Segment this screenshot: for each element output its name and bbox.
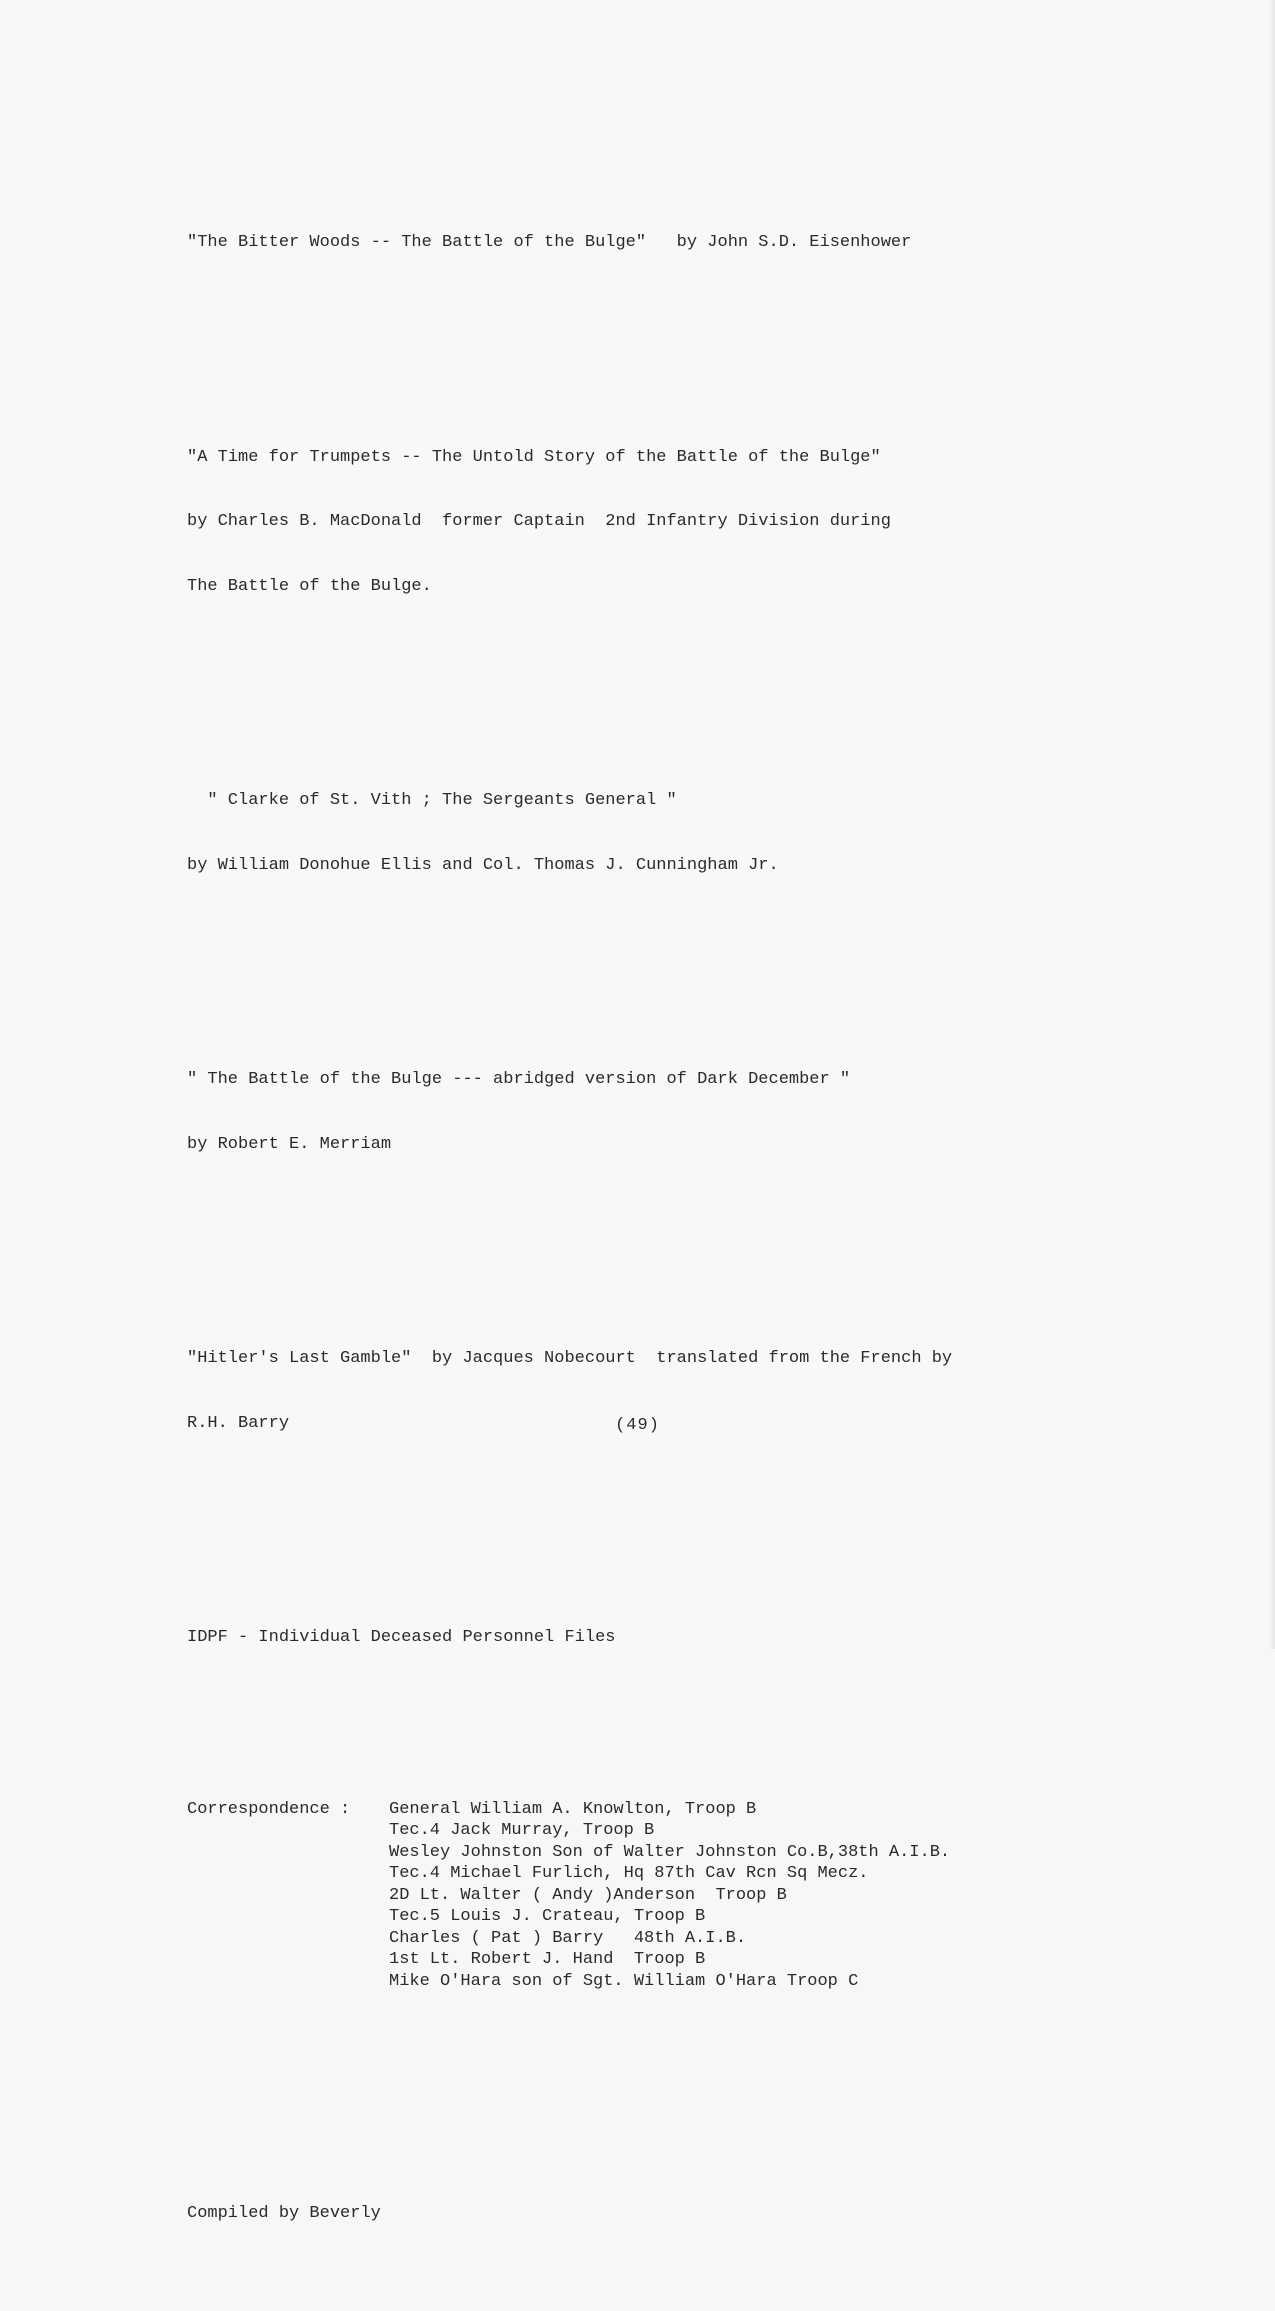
text-line: "Hitler's Last Gamble" by Jacques Nobecourt translated from the French by	[187, 1349, 953, 1368]
bibliography-entry-3	[187, 747, 1087, 919]
correspondence-item: General William A. Knowlton, Troop B	[389, 1799, 757, 1819]
bibliography-entry-2	[187, 404, 1087, 641]
correspondence-item: Tec.4 Michael Furlich, Hq 87th Cav Rcn Sq Mecz.	[389, 1864, 869, 1883]
text-line: The Battle of the Bulge.	[187, 576, 432, 596]
text-line: by Robert E. Merriam	[187, 1134, 392, 1154]
correspondence-item: Tec.5 Louis J. Crateau, Troop B	[389, 1907, 706, 1926]
correspondence-item: Tec.4 Jack Murray, Troop B	[389, 1821, 655, 1840]
text-line: " The Battle of the Bulge --- abridged version of Dark December "	[187, 1070, 851, 1089]
bibliography-entry-5	[187, 1305, 1087, 1477]
correspondence-list	[389, 1799, 950, 1993]
text-line: R.H. Barry	[187, 1413, 290, 1433]
bibliography-entry-4	[187, 1026, 1087, 1198]
correspondence-item: 1st Lt. Robert J. Hand Troop B	[389, 1950, 706, 1969]
compiled-by-text: Compiled by Beverly	[187, 2204, 381, 2223]
compiled-by	[187, 2160, 1087, 2268]
text-line: "The Bitter Woods -- The Battle of the Bulge" by John S.D. Eisenhower	[187, 233, 912, 252]
correspondence-item: Wesley Johnston Son of Walter Johnston Co.B,38th A.I.B.	[389, 1842, 951, 1862]
bibliography-entry-1	[187, 189, 1087, 297]
correspondence-section	[187, 1799, 1087, 1993]
text-line: "A Time for Trumpets -- The Untold Story of the Battle of the Bulge"	[187, 447, 881, 467]
text-line: " Clarke of St. Vith ; The Sergeants General "	[187, 791, 677, 810]
text-line: by William Donohue Ellis and Col. Thomas J. Cunningham Jr.	[187, 855, 779, 875]
page-number: (49)	[615, 1416, 660, 1435]
correspondence-item: Charles ( Pat ) Barry 48th A.I.B.	[389, 1928, 747, 1948]
correspondence-item: 2D Lt. Walter ( Andy )Anderson Troop B	[389, 1885, 787, 1905]
text-line: IDPF - Individual Deceased Personnel Files	[187, 1628, 616, 1647]
bibliography-entry-6	[187, 1584, 1087, 1692]
document-body	[187, 146, 1087, 2311]
text-line: by Charles B. MacDonald former Captain 2nd Infantry Division during	[187, 512, 891, 531]
correspondence-label: Correspondence :	[187, 1799, 351, 1819]
page-edge-shadow	[1269, 0, 1275, 1649]
correspondence-item: Mike O'Hara son of Sgt. William O'Hara Troop C	[389, 1971, 859, 1991]
